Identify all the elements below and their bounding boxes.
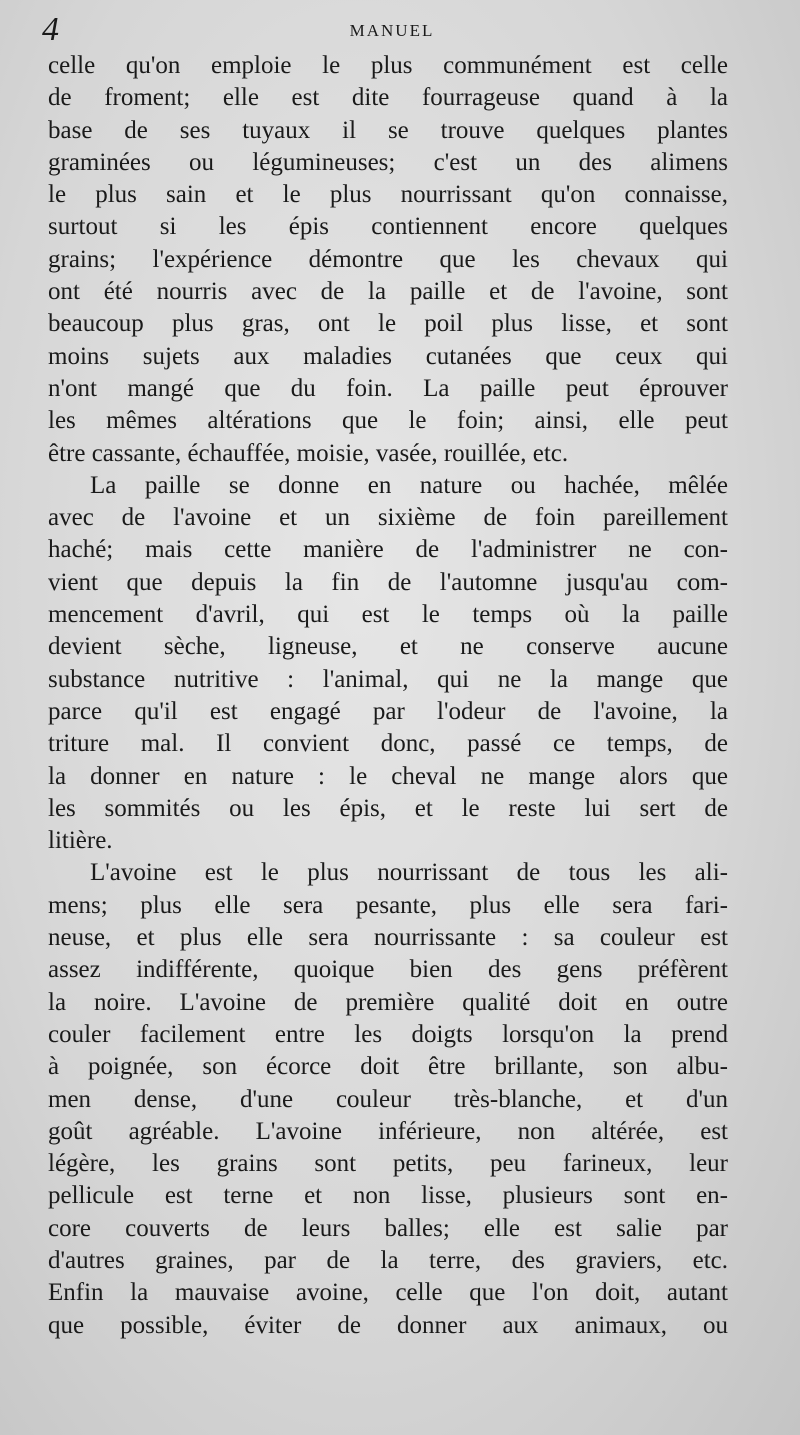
text-line: haché; mais cette manière de l'administrer ne con- (48, 536, 728, 564)
text-line: men dense, d'une couleur très-blanche, et d'un (48, 1085, 728, 1113)
text-line: substance nutritive : l'animal, qui ne la mange que (48, 665, 728, 693)
text-line: mens; plus elle sera pesante, plus elle sera fari- (48, 891, 728, 919)
text-line: couler facilement entre les doigts lorsqu'on la prend (48, 1020, 728, 1048)
text-line: neuse, et plus elle sera nourrissante : sa couleur est (48, 924, 728, 952)
text-line: graminées ou légumineuses; c'est un des alimens (48, 148, 728, 176)
text-line: être cassante, échauffée, moisie, vasée, rouillée, etc. (48, 439, 569, 467)
text-line: base de ses tuyaux il se trouve quelques plantes (48, 116, 728, 144)
running-title: MANUEL (349, 21, 435, 40)
text-line: parce qu'il est engagé par l'odeur de l'avoine, la (48, 697, 728, 725)
text-line: surtout si les épis contiennent encore quelques (48, 213, 728, 241)
text-line: L'avoine est le plus nourrissant de tous les ali- (90, 859, 728, 887)
text-line: La paille se donne en nature ou hachée, mêlée (90, 471, 728, 499)
text-line: les mêmes altérations que le foin; ainsi, elle peut (48, 407, 728, 435)
text-line: devient sèche, ligneuse, et ne conserve aucune (48, 633, 728, 661)
text-line: goût agréable. L'avoine inférieure, non altérée, est (48, 1117, 728, 1145)
text-line: pellicule est terne et non lisse, plusieurs sont en- (48, 1182, 728, 1210)
text-line: moins sujets aux maladies cutanées que ceux qui (48, 342, 728, 370)
text-line: ont été nourris avec de la paille et de l'avoine, sont (48, 278, 728, 306)
text-line: n'ont mangé que du foin. La paille peut éprouver (48, 374, 728, 402)
text-line: celle qu'on emploie le plus communément est celle (48, 52, 728, 79)
text-line: de froment; elle est dite fourrageuse quand à la (48, 84, 728, 112)
text-line: les sommités ou les épis, et le reste lui sert de (48, 794, 728, 822)
text-line: la noire. L'avoine de première qualité doit en outre (48, 988, 728, 1016)
text-line: core couverts de leurs balles; elle est salie par (48, 1214, 728, 1242)
text-line: le plus sain et le plus nourrissant qu'on connaisse, (48, 181, 728, 209)
text-line: litière. (48, 827, 113, 855)
text-line: à poignée, son écorce doit être brillante, son albu- (48, 1053, 728, 1081)
text-line: vient que depuis la fin de l'automne jusqu'au com- (48, 568, 728, 596)
text-line: Enfin la mauvaise avoine, celle que l'on doit, autant (48, 1279, 728, 1307)
text-line: la donner en nature : le cheval ne mange alors que (48, 762, 728, 790)
text-line: beaucoup plus gras, ont le poil plus lisse, et sont (48, 310, 728, 338)
text-line: avec de l'avoine et un sixième de foin pareillement (48, 504, 728, 532)
text-line: triture mal. Il convient donc, passé ce temps, de (48, 730, 728, 758)
body-text (48, 50, 728, 1342)
running-head (42, 10, 742, 50)
text-line: d'autres graines, par de la terre, des graviers, etc. (48, 1246, 728, 1274)
text-line: grains; l'expérience démontre que les chevaux qui (48, 245, 728, 273)
text-line: que possible, éviter de donner aux animaux, ou (48, 1311, 728, 1339)
text-line: légère, les grains sont petits, peu farineux, leur (48, 1150, 728, 1178)
page-number: 4 (42, 11, 59, 48)
text-line: mencement d'avril, qui est le temps où la paille (48, 601, 728, 629)
text-line: assez indifférente, quoique bien des gens préfèrent (48, 956, 728, 984)
